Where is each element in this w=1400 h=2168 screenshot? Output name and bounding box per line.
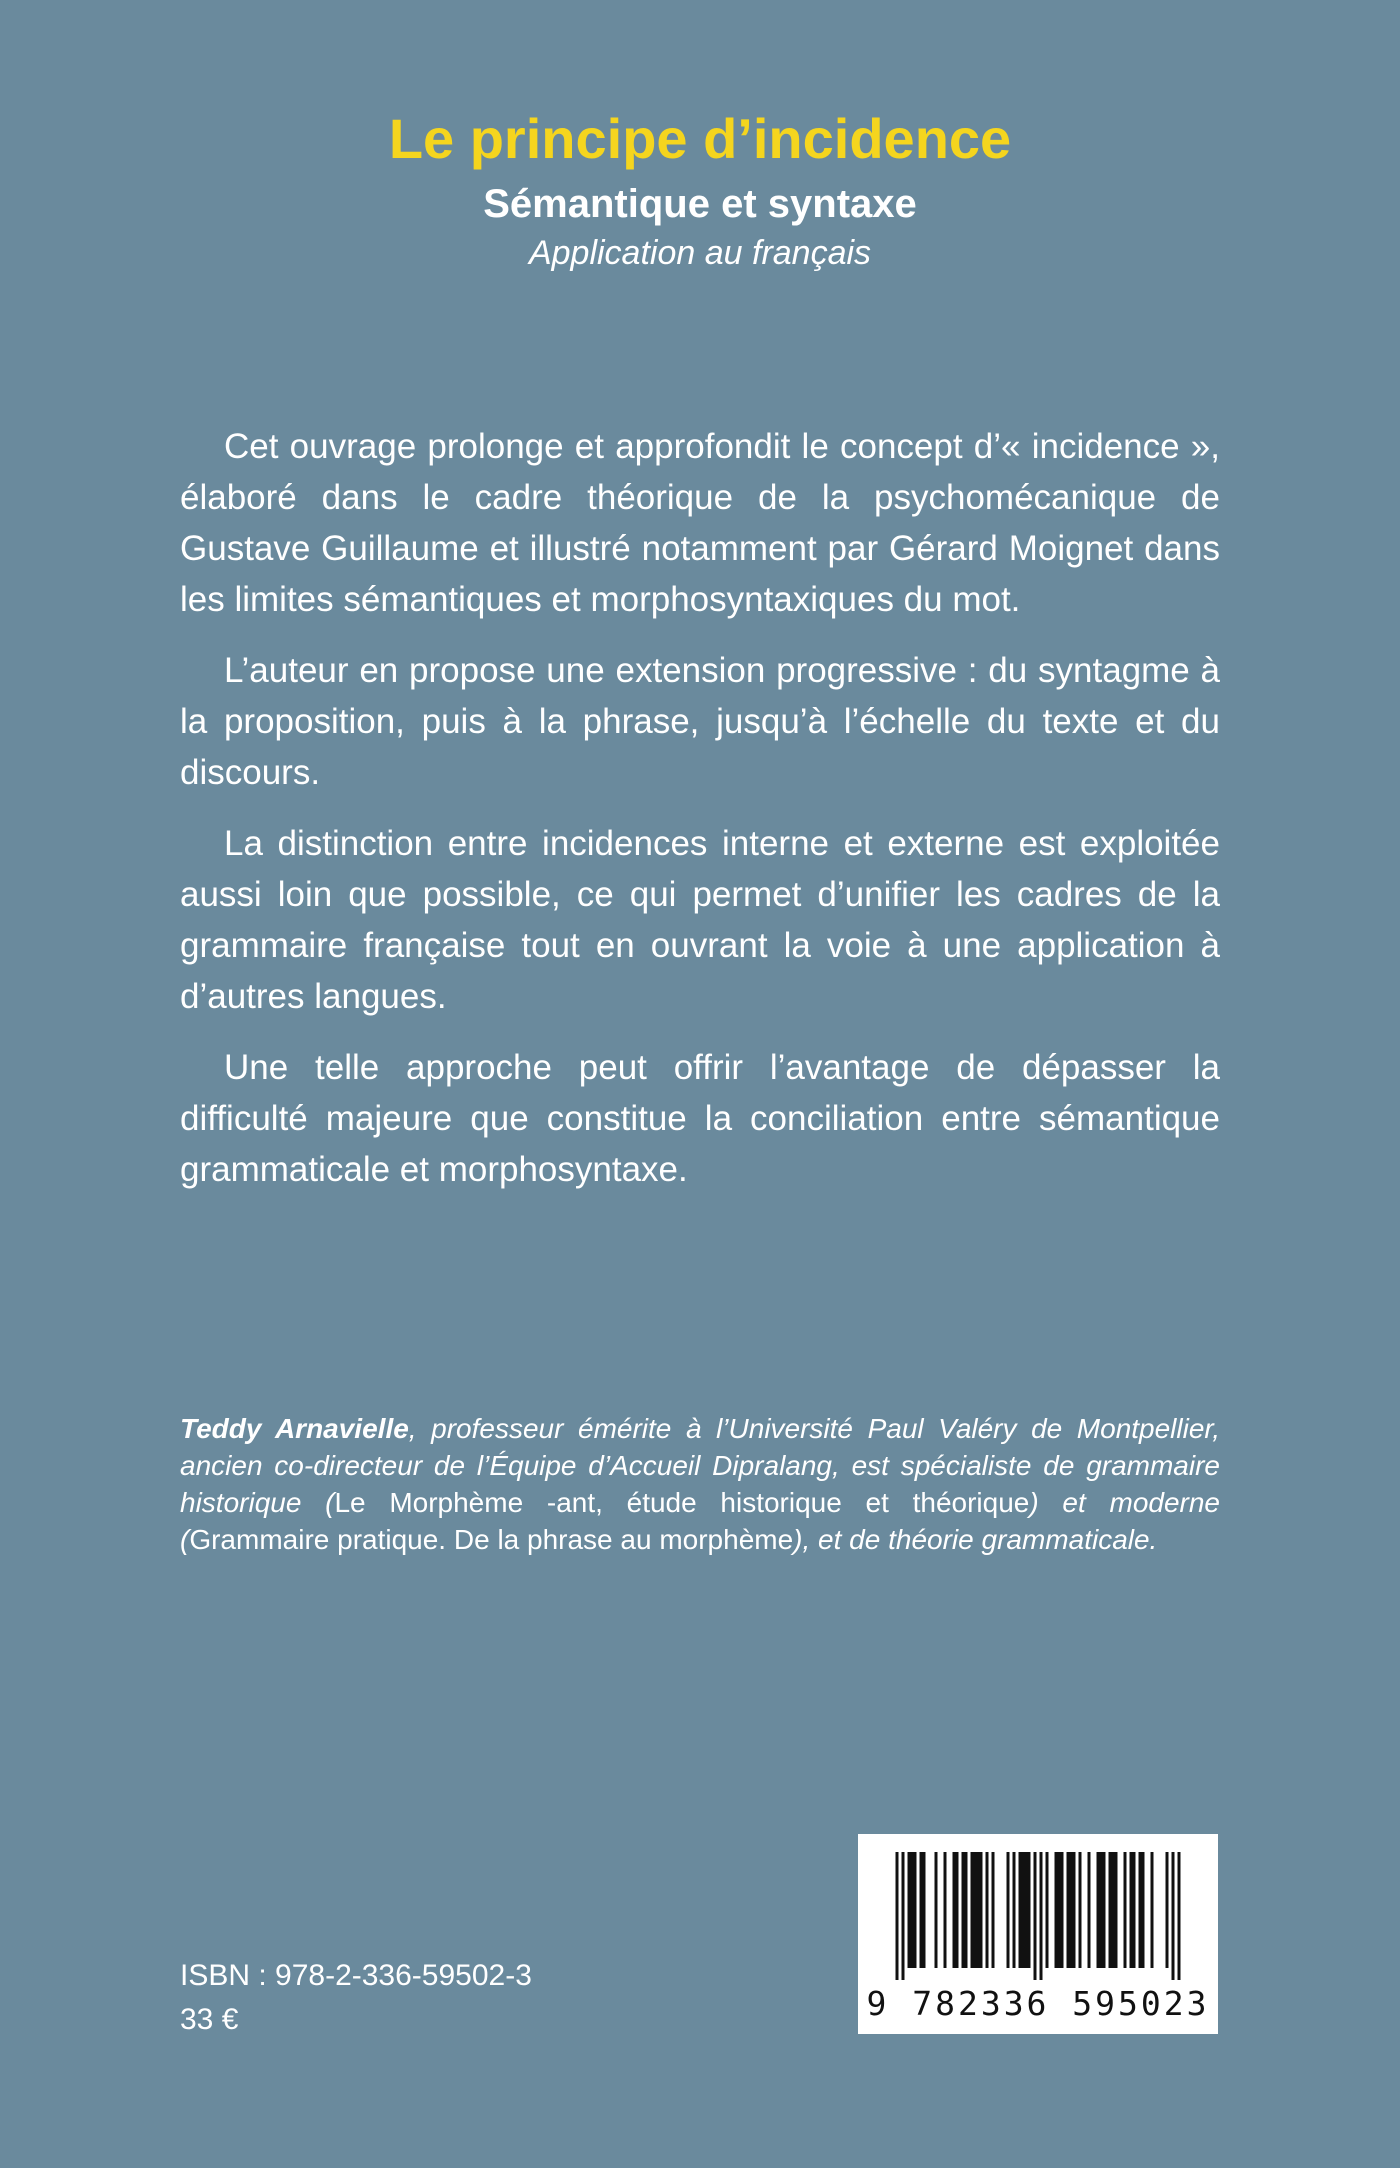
barcode-bar xyxy=(902,1852,905,1980)
isbn-label: ISBN : 978-2-336-59502-3 xyxy=(180,1959,532,1992)
bio-text: , professeur émérite à l’Université Paul Valéry de Montpellier, ancien co-directeur de l’Équipe d’Accueil Dipralang, est spécialiste de grammaire historique ( xyxy=(180,1413,1220,1518)
barcode-bar xyxy=(944,1852,947,1968)
barcode-bar xyxy=(1055,1852,1058,1968)
barcode-bar xyxy=(965,1852,968,1968)
barcode-bar xyxy=(971,1852,974,1968)
barcode-bar xyxy=(962,1852,965,1968)
summary-paragraph: Cet ouvrage prolonge et approfondit le concept d’« incidence », élaboré dans le cadre théorique de la psychomécanique de Gustave Guillaume et illustré notamment par Gérard Moignet dans les limites sémantiques et morphosyntaxiques du mot. xyxy=(180,427,1220,619)
barcode-bars xyxy=(858,1834,1218,1984)
barcode-bar xyxy=(1109,1852,1112,1968)
barcode-bar xyxy=(935,1852,938,1968)
barcode-bar xyxy=(1166,1852,1169,1968)
barcode-digits: 9 782336 595023 xyxy=(866,1984,1210,2023)
barcode-bar xyxy=(1151,1852,1154,1968)
barcode-bar xyxy=(974,1852,977,1968)
barcode-bar xyxy=(986,1852,989,1968)
barcode-bar xyxy=(1124,1852,1127,1968)
barcode xyxy=(858,1834,1218,2034)
barcode-bar xyxy=(1088,1852,1091,1968)
barcode-bar xyxy=(1058,1852,1061,1968)
cover-header xyxy=(0,100,1400,276)
barcode-bar xyxy=(1103,1852,1106,1968)
barcode-bar xyxy=(1061,1852,1064,1968)
barcode-bar xyxy=(1046,1852,1049,1968)
book-reference: Le Morphème -ant, étude historique et théorique xyxy=(334,1487,1030,1518)
barcode-bar xyxy=(1040,1852,1043,1980)
barcode-bar xyxy=(1034,1852,1037,1980)
barcode-bar xyxy=(1142,1852,1145,1968)
barcode-bar xyxy=(896,1852,899,1980)
barcode-bar xyxy=(1079,1852,1082,1968)
barcode-bar xyxy=(1100,1852,1103,1968)
barcode-bar xyxy=(1178,1852,1181,1980)
book-reference: Grammaire pratique. De la phrase au morphème xyxy=(189,1524,794,1555)
summary-text xyxy=(180,421,1220,1215)
barcode-bar xyxy=(1133,1852,1136,1968)
barcode-bar xyxy=(1070,1852,1073,1968)
bio-text: ), et de théorie grammaticale. xyxy=(793,1524,1158,1555)
barcode-bar xyxy=(1067,1852,1070,1968)
barcode-bar xyxy=(914,1852,917,1968)
barcode-bar xyxy=(1115,1852,1118,1968)
barcode-bar xyxy=(1130,1852,1133,1968)
barcode-bar xyxy=(1025,1852,1028,1968)
barcode-bar xyxy=(911,1852,914,1968)
barcode-bar xyxy=(953,1852,956,1968)
book-title: Le principe d’incidence xyxy=(388,107,1012,170)
barcode-bar xyxy=(956,1852,959,1968)
barcode-bar xyxy=(1019,1852,1022,1968)
barcode-bar xyxy=(1112,1852,1115,1968)
barcode-bar xyxy=(1013,1852,1016,1968)
price-label: 33 € xyxy=(180,2003,239,2036)
barcode-bar xyxy=(908,1852,911,1968)
author-name: Teddy Arnavielle xyxy=(180,1413,409,1444)
barcode-bar xyxy=(1073,1852,1076,1968)
barcode-bar xyxy=(1022,1852,1025,1968)
author-bio xyxy=(180,1410,1220,1558)
bio-text: ) et moderne ( xyxy=(180,1487,1221,1555)
barcode-bar xyxy=(923,1852,926,1968)
barcode-bar xyxy=(1097,1852,1100,1968)
summary-paragraph: La distinction entre incidences interne et externe est exploitée aussi loin que possible, ce qui permet d’unifier les cadres de la grammaire française tout en ouvrant la voie à une application à d’autres langues. xyxy=(180,824,1220,1016)
barcode-bar xyxy=(920,1852,923,1968)
book-subsubtitle: Application au français xyxy=(528,234,872,272)
book-subtitle: Sémantique et syntaxe xyxy=(483,182,917,226)
barcode-bar xyxy=(992,1852,995,1968)
summary-paragraph: Une telle approche peut offrir l’avantage de dépasser la difficulté majeure que constitue la conciliation entre sémantique grammaticale et morphosyntaxe. xyxy=(180,1048,1220,1189)
barcode-bar xyxy=(1172,1852,1175,1980)
barcode-bar xyxy=(1139,1852,1142,1968)
barcode-bar xyxy=(980,1852,983,1968)
barcode-bar xyxy=(1007,1852,1010,1968)
barcode-bar xyxy=(977,1852,980,1968)
summary-paragraph: L’auteur en propose une extension progressive : du syntagme à la proposition, puis à la phrase, jusqu’à l’échelle du texte et du discours. xyxy=(180,651,1220,792)
barcode-bar xyxy=(1028,1852,1031,1968)
